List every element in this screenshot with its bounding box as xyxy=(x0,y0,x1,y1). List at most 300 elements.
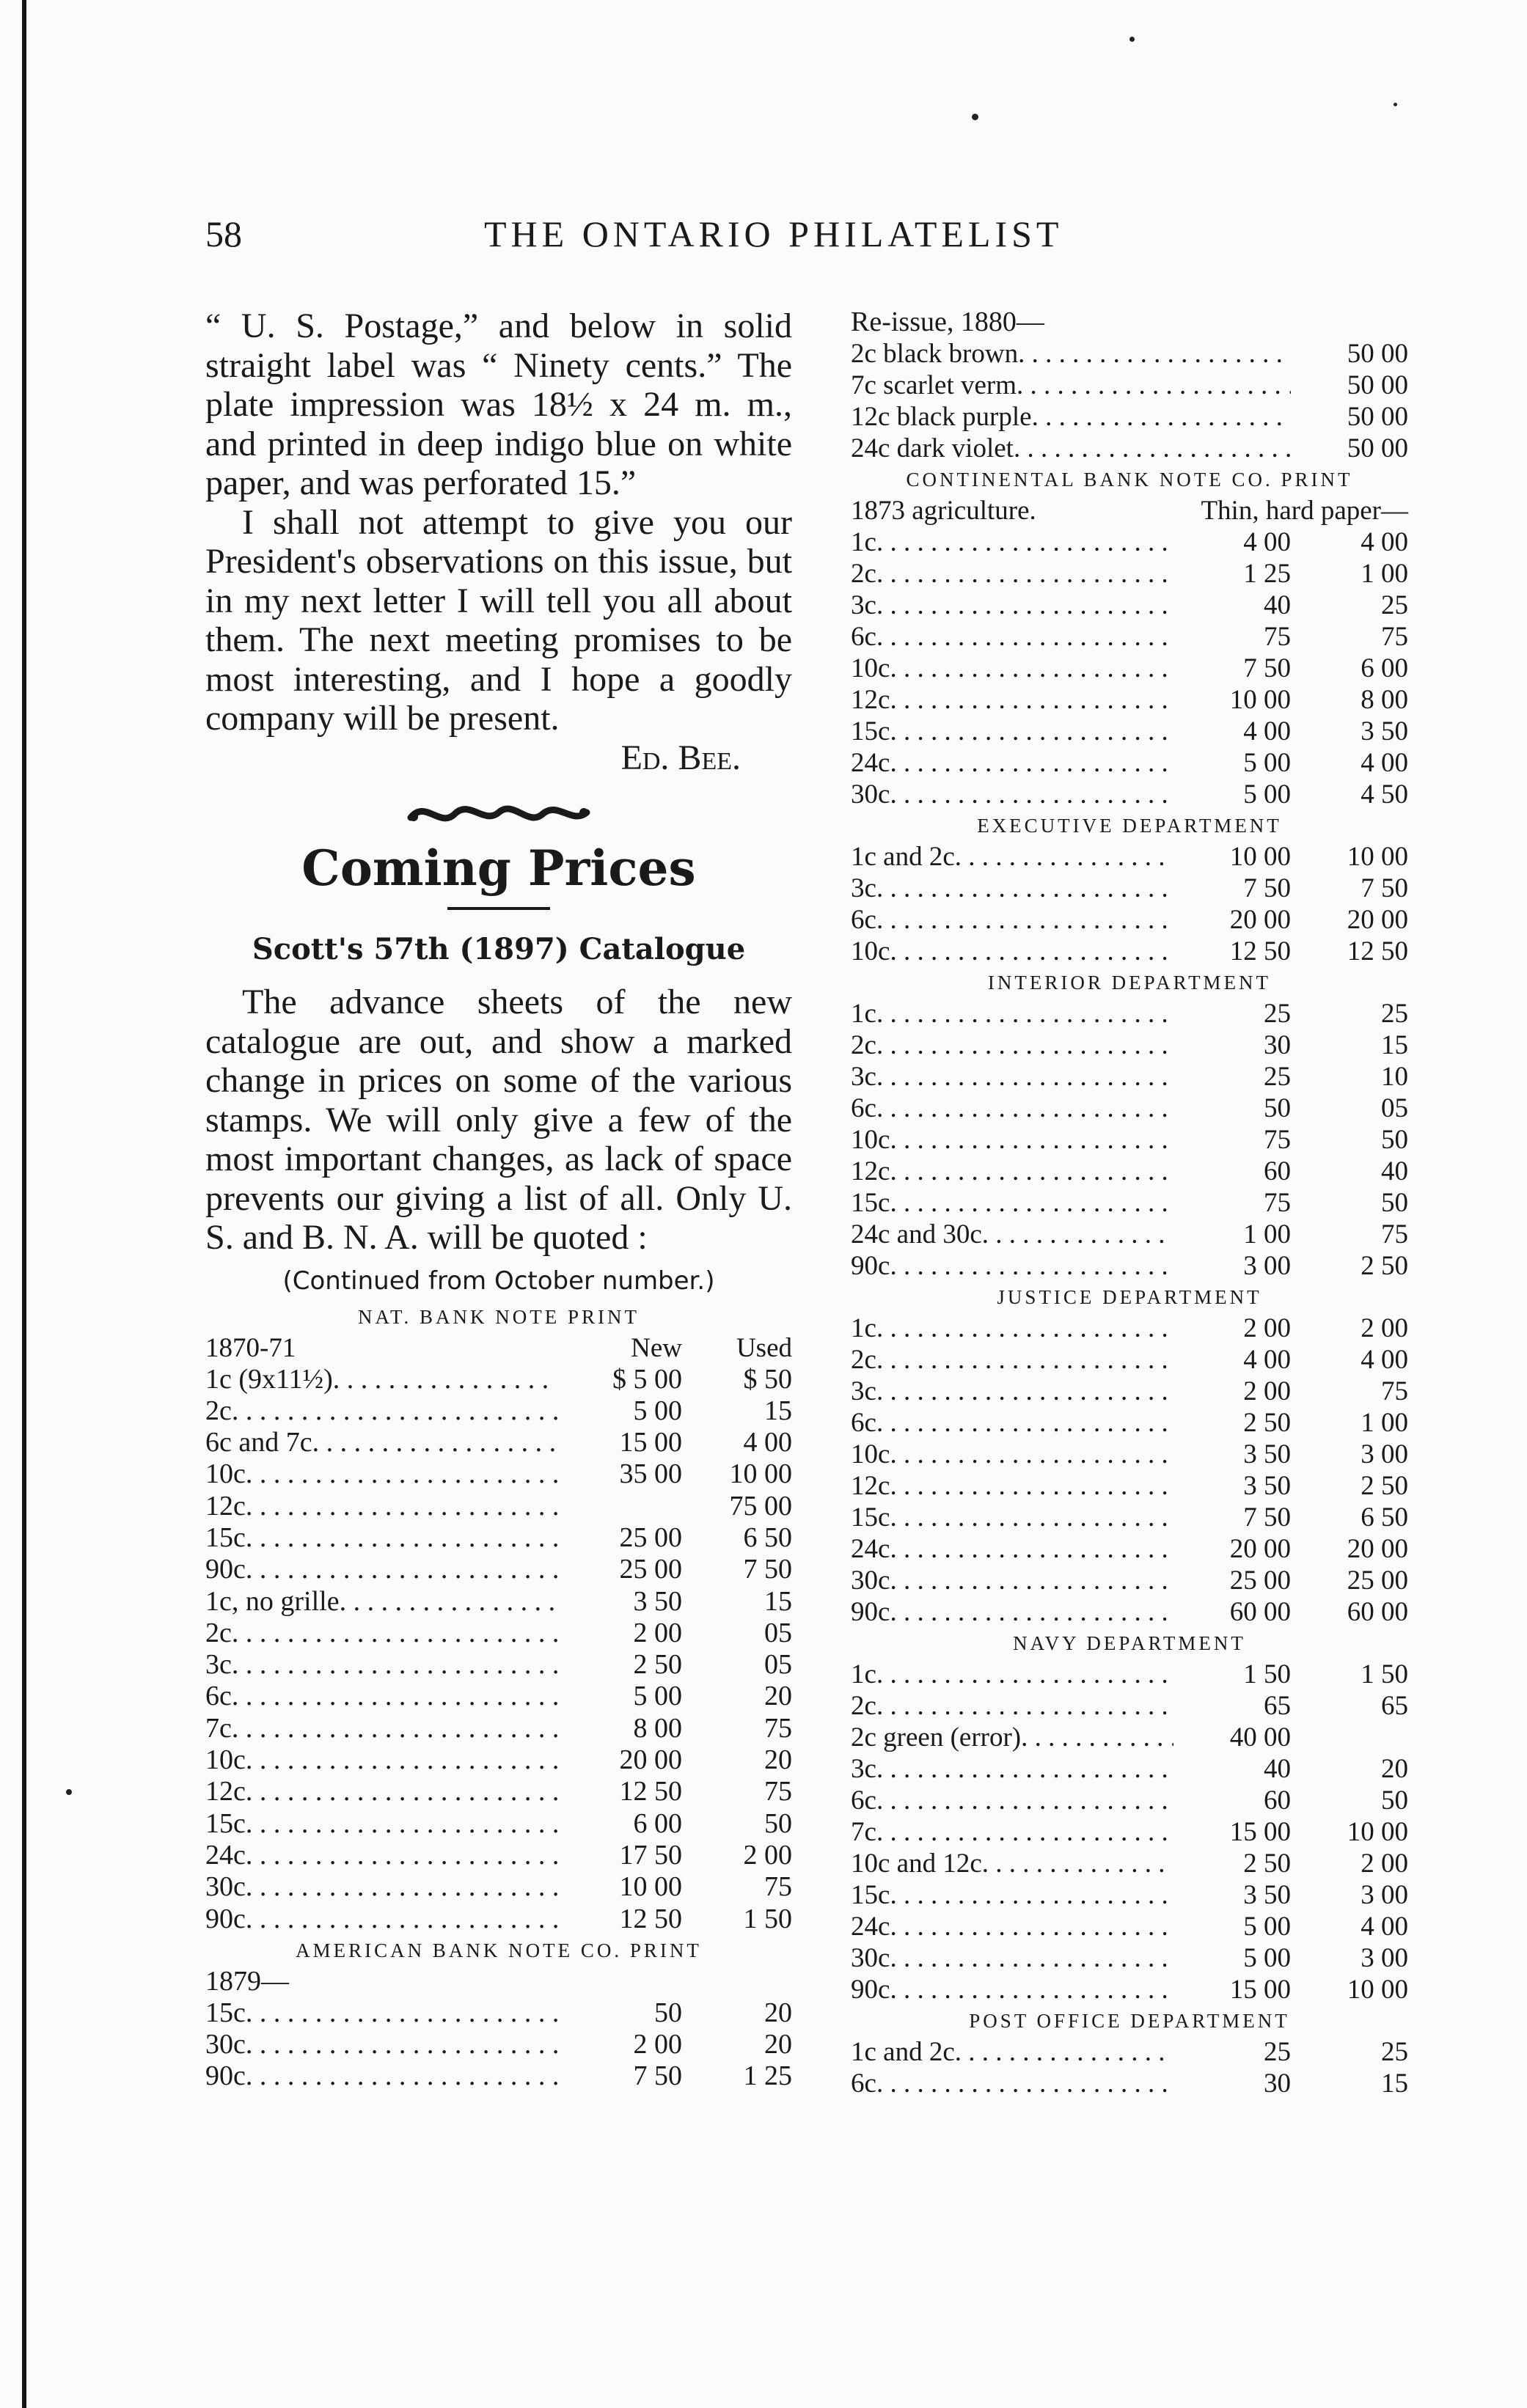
row-used-price: 75 xyxy=(764,1712,792,1744)
row-used-price: 10 00 xyxy=(1347,842,1408,872)
row-item: 24c dark violet xyxy=(851,433,1014,463)
dot-leader xyxy=(890,1596,1173,1628)
row-new-price: 50 xyxy=(1264,1093,1291,1123)
row-new-price: 20 00 xyxy=(1229,905,1291,935)
dot-leader xyxy=(246,1808,557,1840)
dot-leader xyxy=(876,1376,1173,1407)
dot-leader xyxy=(876,526,1173,558)
row-used-price: 20 00 xyxy=(1347,1534,1408,1564)
article-subtitle: Scott's 57th (1897) Catalogue xyxy=(252,932,746,966)
table-row xyxy=(851,558,1408,590)
dot-leader xyxy=(232,1649,557,1681)
row-new-price: 17 50 xyxy=(619,1839,682,1871)
row-item: 3c xyxy=(851,1376,876,1406)
row-item: 6c xyxy=(851,2069,876,2099)
row-item: 15c xyxy=(851,716,890,746)
table-row xyxy=(851,370,1408,401)
row-used-price: 75 xyxy=(764,1776,792,1807)
page-header xyxy=(205,213,1408,264)
row-item: 24c xyxy=(851,1534,890,1564)
row-used-price: 4 50 xyxy=(1361,779,1408,810)
dot-leader xyxy=(246,1997,557,2029)
row-used-price: 4 00 xyxy=(1361,1912,1408,1942)
row-item: 6c xyxy=(205,1681,232,1712)
dot-leader xyxy=(246,1776,557,1807)
row-new-price: 20 00 xyxy=(619,1744,682,1776)
row-new-price: 1 25 xyxy=(1243,559,1291,589)
row-item: 10c xyxy=(851,653,890,683)
dot-leader xyxy=(876,1785,1173,1816)
dot-leader xyxy=(1018,338,1291,370)
table-row xyxy=(205,1458,792,1490)
table-row xyxy=(851,401,1408,433)
row-item: 12c black purple xyxy=(851,402,1032,432)
row-used-price: 75 00 xyxy=(729,1490,792,1521)
row-used-price: 4 00 xyxy=(1361,1345,1408,1375)
row-new-price: 3 00 xyxy=(1243,1251,1291,1281)
row-item: 30c xyxy=(851,1943,890,1973)
dot-leader xyxy=(232,1395,557,1427)
row-used-price: 2 00 xyxy=(1361,1313,1408,1343)
section-heading: AMERICAN BANK NOTE CO. PRINT xyxy=(296,1939,702,1961)
row-new-price: 1 50 xyxy=(1243,1659,1291,1689)
row-used-price: 50 xyxy=(1381,1125,1408,1155)
row-new-price: 5 00 xyxy=(633,1395,682,1426)
dot-leader xyxy=(876,621,1173,653)
row-new-price: 20 00 xyxy=(1229,1534,1291,1564)
row-item: 3c xyxy=(205,1649,232,1681)
table-row xyxy=(851,1313,1408,1344)
row-new-price: 3 50 xyxy=(633,1585,682,1617)
row-item: 15c xyxy=(205,1807,246,1839)
dot-leader xyxy=(1014,433,1291,464)
paragraph: “ U. S. Postage,” and below in solid straight label was “ Ninety cents.” The plate impression was 18½ x 24 m. m., and printed in deep indigo blue on white paper, and was perforated 15.” xyxy=(205,306,792,502)
row-new-price: 12 50 xyxy=(619,1903,682,1934)
row-item: 12c xyxy=(851,1471,890,1501)
row-used-price: 05 xyxy=(1381,1093,1408,1123)
row-used-price: 50 xyxy=(1381,1785,1408,1816)
row-used-price: 10 00 xyxy=(1347,1817,1408,1847)
table-row xyxy=(851,2068,1408,2099)
row-item: 2c xyxy=(851,559,876,589)
dot-leader xyxy=(955,841,1173,873)
paper-note: Thin, hard paper— xyxy=(1201,496,1408,526)
row-item: 10c xyxy=(851,1125,890,1155)
table-row xyxy=(205,2029,792,2060)
dot-leader xyxy=(876,1753,1173,1785)
table-row xyxy=(851,1974,1408,2005)
row-item: 24c xyxy=(851,748,890,778)
table-row xyxy=(851,1722,1408,1753)
row-item: 12c xyxy=(851,685,890,715)
row-item: 1c xyxy=(851,527,876,557)
scan-speck xyxy=(1394,103,1397,106)
subheading xyxy=(851,495,1408,526)
table-row xyxy=(851,1407,1408,1439)
row-new-price: 65 xyxy=(1264,1691,1291,1721)
running-title: THE ONTARIO PHILATELIST xyxy=(484,213,1063,254)
dot-leader xyxy=(876,1690,1173,1722)
table-row xyxy=(851,1029,1408,1061)
table-row xyxy=(205,1522,792,1554)
dot-leader xyxy=(232,1618,557,1649)
row-used-price: 20 xyxy=(1381,1754,1408,1784)
table-row xyxy=(205,1840,792,1871)
dot-leader xyxy=(246,1491,557,1522)
table-row xyxy=(851,1753,1408,1785)
row-used-price: 1 00 xyxy=(1361,559,1408,589)
row-item: 90c xyxy=(851,1597,890,1627)
row-used-price: 20 xyxy=(764,1744,792,1776)
row-used-price: 4 00 xyxy=(1361,527,1408,557)
dot-leader xyxy=(1021,1722,1173,1753)
row-new-price: 7 50 xyxy=(1243,1502,1291,1532)
row-used-price: 75 xyxy=(764,1871,792,1903)
article-title: Coming Prices xyxy=(301,840,696,897)
row-new-price: 50 xyxy=(654,1997,682,2028)
row-new-price: 40 xyxy=(1264,590,1291,620)
row-new-price: 3 50 xyxy=(1243,1439,1291,1469)
dot-leader xyxy=(890,1470,1173,1502)
row-new-price: 15 00 xyxy=(1229,1817,1291,1847)
row-new-price: 8 00 xyxy=(633,1712,682,1744)
year-label: 1879— xyxy=(205,1965,289,1997)
dot-leader xyxy=(876,998,1173,1029)
price-table xyxy=(851,998,1408,1282)
price-table xyxy=(205,1364,792,1935)
row-used-price: 3 00 xyxy=(1361,1943,1408,1973)
dot-leader xyxy=(890,1250,1173,1282)
row-new-price: 5 00 xyxy=(1243,1943,1291,1973)
row-used-price: $ 50 xyxy=(743,1363,792,1395)
row-used-price: 2 50 xyxy=(1361,1471,1408,1501)
dot-leader xyxy=(890,1879,1173,1911)
table-row xyxy=(851,1093,1408,1124)
table-row xyxy=(851,1344,1408,1376)
row-new-price: 7 50 xyxy=(1243,873,1291,903)
row-item: 1c (9x11½) xyxy=(205,1363,333,1395)
row-used-price: 3 50 xyxy=(1361,716,1408,746)
dot-leader xyxy=(982,1219,1173,1250)
dot-leader xyxy=(890,684,1173,716)
row-used-price: 1 25 xyxy=(743,2060,792,2092)
scan-edge-line xyxy=(22,0,26,2408)
row-new-price: 7 50 xyxy=(633,2060,682,2092)
price-table xyxy=(851,1659,1408,2005)
row-used-price: 25 xyxy=(1381,2037,1408,2067)
row-item: 30c xyxy=(205,1871,246,1903)
dot-leader xyxy=(876,590,1173,621)
row-item: 12c xyxy=(205,1490,246,1521)
dot-leader xyxy=(246,1458,557,1490)
table-row xyxy=(851,1816,1408,1848)
row-new-price: $ 5 00 xyxy=(612,1363,682,1395)
table-row xyxy=(851,2036,1408,2068)
table-row xyxy=(851,1376,1408,1407)
table-row xyxy=(851,621,1408,653)
table-row xyxy=(205,1808,792,1840)
table-row xyxy=(205,1681,792,1712)
row-used-price: 25 xyxy=(1381,999,1408,1029)
table-row xyxy=(205,1997,792,2029)
continued-note: (Continued from October number.) xyxy=(282,1266,715,1296)
row-new-price: 30 xyxy=(1264,1030,1291,1060)
table-row xyxy=(205,1395,792,1427)
dot-leader xyxy=(1032,401,1291,433)
row-item: 2c xyxy=(851,1345,876,1375)
table-row xyxy=(851,1942,1408,1974)
dot-leader xyxy=(890,1156,1173,1187)
table-row xyxy=(851,684,1408,716)
dot-leader xyxy=(246,1840,557,1871)
row-item: 6c xyxy=(851,1408,876,1438)
row-item: 3c xyxy=(851,873,876,903)
row-item: 1c xyxy=(851,999,876,1029)
table-row xyxy=(851,1596,1408,1628)
row-new-price: 2 50 xyxy=(1243,1408,1291,1438)
row-used-price: 05 xyxy=(764,1649,792,1681)
row-used-price: 7 50 xyxy=(1361,873,1408,903)
row-used-price: 8 00 xyxy=(1361,685,1408,715)
dot-leader xyxy=(890,747,1173,779)
row-item: 7c xyxy=(851,1817,876,1847)
table-row xyxy=(205,1618,792,1649)
row-item: 1c, no grille xyxy=(205,1585,340,1617)
dot-leader xyxy=(890,1565,1173,1596)
row-used-price: 50 xyxy=(764,1807,792,1839)
row-item: 24c and 30c xyxy=(851,1219,982,1249)
row-used-price: 25 00 xyxy=(1347,1565,1408,1596)
row-item: 15c xyxy=(205,1997,246,2028)
row-new-price: 7 50 xyxy=(1243,653,1291,683)
table-row xyxy=(851,841,1408,873)
row-item: 6c xyxy=(851,1785,876,1816)
dot-leader xyxy=(876,1313,1173,1344)
row-used-price: 12 50 xyxy=(1347,936,1408,966)
row-new-price: 25 xyxy=(1264,999,1291,1029)
row-item: 24c xyxy=(851,1912,890,1942)
dot-leader xyxy=(955,2036,1173,2068)
row-item: 30c xyxy=(851,1565,890,1596)
dot-leader xyxy=(876,904,1173,936)
row-used-price: 2 00 xyxy=(1361,1849,1408,1879)
row-new-price: 4 00 xyxy=(1243,1345,1291,1375)
dot-leader xyxy=(890,1974,1173,2005)
table-row xyxy=(851,526,1408,558)
row-item: 7c xyxy=(205,1712,232,1744)
dot-leader xyxy=(876,1407,1173,1439)
row-used-price: 3 00 xyxy=(1361,1439,1408,1469)
row-price: 50 00 xyxy=(1347,370,1408,400)
row-used-price: 15 xyxy=(764,1585,792,1617)
year-label: 1873 agriculture. xyxy=(851,496,1036,526)
row-used-price: 2 00 xyxy=(743,1839,792,1871)
table-row xyxy=(851,1659,1408,1690)
table-row xyxy=(205,1586,792,1618)
row-new-price: 6 00 xyxy=(633,1807,682,1839)
dot-leader xyxy=(890,716,1173,747)
table-row xyxy=(851,1690,1408,1722)
dot-leader xyxy=(232,1681,557,1712)
row-price: 50 00 xyxy=(1347,402,1408,432)
row-item: 3c xyxy=(851,590,876,620)
table-row xyxy=(205,2060,792,2092)
row-item: 2c xyxy=(851,1030,876,1060)
article-text xyxy=(205,306,792,777)
row-used-price: 20 xyxy=(764,1997,792,2028)
row-item: 10c xyxy=(851,1439,890,1469)
row-used-price: 1 50 xyxy=(743,1903,792,1934)
row-new-price: 2 00 xyxy=(633,2029,682,2060)
table-row xyxy=(851,338,1408,370)
row-used-price: 50 xyxy=(1381,1188,1408,1218)
dot-leader xyxy=(312,1427,557,1458)
dot-leader xyxy=(246,1744,557,1776)
row-used-price: 4 00 xyxy=(743,1427,792,1458)
row-item: 90c xyxy=(205,1554,246,1585)
column-headings xyxy=(205,1332,792,1364)
row-item: 7c scarlet verm xyxy=(851,370,1017,400)
row-new-price: 5 00 xyxy=(1243,779,1291,810)
table-row xyxy=(851,1565,1408,1596)
table-row xyxy=(851,1219,1408,1250)
table-row xyxy=(205,1364,792,1395)
table-row xyxy=(851,1156,1408,1187)
row-used-price: 10 00 xyxy=(729,1458,792,1490)
dot-leader xyxy=(876,873,1173,904)
row-used-price: 20 00 xyxy=(1347,905,1408,935)
row-used-price: 60 00 xyxy=(1347,1597,1408,1627)
row-item: 2c xyxy=(851,1691,876,1721)
dot-leader xyxy=(876,1659,1173,1690)
row-new-price: 2 50 xyxy=(1243,1849,1291,1879)
row-item: 15c xyxy=(205,1521,246,1553)
table-row xyxy=(851,1439,1408,1470)
row-item: 1c and 2c xyxy=(851,2037,955,2067)
dot-leader xyxy=(890,1533,1173,1565)
row-new-price: 4 00 xyxy=(1243,716,1291,746)
title-rule xyxy=(447,907,550,910)
table-row xyxy=(851,904,1408,936)
dot-leader xyxy=(890,1502,1173,1533)
section-heading: INTERIOR DEPARTMENT xyxy=(987,972,1272,994)
row-item: 15c xyxy=(851,1188,890,1218)
table-row xyxy=(851,1533,1408,1565)
table-row xyxy=(851,1848,1408,1879)
dot-leader xyxy=(1017,370,1291,401)
left-column xyxy=(205,306,792,2093)
row-new-price: 15 00 xyxy=(619,1427,682,1458)
row-new-price: 2 00 xyxy=(1243,1376,1291,1406)
dot-leader xyxy=(246,1554,557,1585)
dot-leader xyxy=(876,1029,1173,1061)
price-table xyxy=(851,1313,1408,1628)
row-item: 3c xyxy=(851,1062,876,1092)
row-used-price: 05 xyxy=(764,1617,792,1648)
signature: Ed. Bee. xyxy=(620,738,741,777)
row-item: 6c xyxy=(851,905,876,935)
row-new-price: 40 00 xyxy=(1229,1722,1291,1752)
dot-leader xyxy=(890,1439,1173,1470)
row-new-price: 1 00 xyxy=(1243,1219,1291,1249)
dot-leader xyxy=(890,653,1173,684)
dot-leader xyxy=(876,1061,1173,1093)
section-heading: CONTINENTAL BANK NOTE CO. PRINT xyxy=(906,469,1353,491)
table-row xyxy=(205,1904,792,1935)
row-price: 50 00 xyxy=(1347,339,1408,369)
table-row xyxy=(205,1491,792,1522)
row-new-price: 40 xyxy=(1264,1754,1291,1784)
row-new-price: 60 xyxy=(1264,1156,1291,1186)
table-row xyxy=(851,873,1408,904)
dot-leader xyxy=(890,779,1173,810)
row-item: 30c xyxy=(851,779,890,810)
row-item: 24c xyxy=(205,1839,246,1871)
table-row xyxy=(851,936,1408,967)
dot-leader xyxy=(246,2060,557,2092)
price-table xyxy=(205,1997,792,2093)
row-used-price: 1 50 xyxy=(1361,1659,1408,1689)
table-row xyxy=(851,1124,1408,1156)
row-new-price: 5 00 xyxy=(1243,1912,1291,1942)
row-used-price: 2 50 xyxy=(1361,1251,1408,1281)
row-item: 90c xyxy=(205,1903,246,1934)
row-used-price: 20 xyxy=(764,1681,792,1712)
table-row xyxy=(851,716,1408,747)
col-new-label: New xyxy=(631,1332,682,1363)
price-table xyxy=(851,2036,1408,2099)
row-used-price: 15 xyxy=(764,1395,792,1426)
row-new-price: 25 xyxy=(1264,1062,1291,1092)
row-used-price: 65 xyxy=(1381,1691,1408,1721)
table-row xyxy=(851,1911,1408,1942)
dot-leader xyxy=(890,1942,1173,1974)
table-row xyxy=(205,1713,792,1744)
table-row xyxy=(205,1554,792,1585)
table-row xyxy=(205,1744,792,1776)
table-row xyxy=(851,747,1408,779)
row-item: 2c black brown xyxy=(851,339,1019,369)
row-item: 10c xyxy=(205,1458,246,1490)
table-row xyxy=(851,998,1408,1029)
page-number: 58 xyxy=(205,213,242,254)
row-used-price: 75 xyxy=(1381,1219,1408,1249)
price-table xyxy=(851,526,1408,810)
row-item: 6c and 7c xyxy=(205,1427,312,1458)
section-heading: NAT. BANK NOTE PRINT xyxy=(358,1305,640,1328)
row-item: 2c green (error) xyxy=(851,1722,1022,1752)
table-row xyxy=(851,590,1408,621)
dot-leader xyxy=(876,1816,1173,1848)
dot-leader xyxy=(340,1586,557,1618)
table-row xyxy=(205,1776,792,1807)
row-used-price: 15 xyxy=(1381,1030,1408,1060)
row-new-price: 35 00 xyxy=(619,1458,682,1490)
table-row xyxy=(851,1187,1408,1219)
row-used-price: 1 00 xyxy=(1361,1408,1408,1438)
section-heading: NAVY DEPARTMENT xyxy=(1013,1632,1246,1654)
row-used-price: 75 xyxy=(1381,1376,1408,1406)
row-item: 10c and 12c xyxy=(851,1849,982,1879)
row-new-price: 5 00 xyxy=(1243,748,1291,778)
row-new-price: 30 xyxy=(1264,2069,1291,2099)
dot-leader xyxy=(982,1848,1173,1879)
dot-leader xyxy=(890,1124,1173,1156)
row-item: 30c xyxy=(205,2029,246,2060)
section-heading: JUSTICE DEPARTMENT xyxy=(997,1286,1262,1308)
row-new-price: 5 00 xyxy=(633,1681,682,1712)
section-heading: EXECUTIVE DEPARTMENT xyxy=(977,815,1282,837)
